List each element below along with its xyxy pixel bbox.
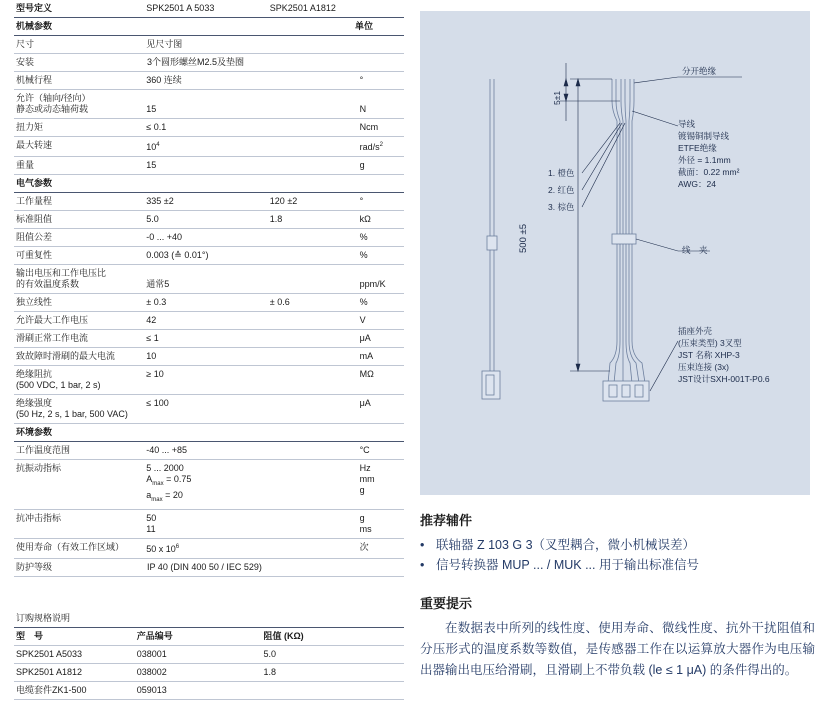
section-environmental: 环境参数	[14, 424, 404, 442]
table-row: 电缆套件ZK1-500 059013	[14, 682, 404, 700]
table-row: 滑刷正常工作电流 ≤ 1 μA	[14, 330, 404, 348]
order-header-row: 型 号 产品编号 阻值 (KΩ)	[14, 628, 404, 646]
section-mechanical: 机械参数 单位	[14, 18, 404, 36]
table-row: 最大转速 $10^4$ rad/$s^2$	[14, 137, 404, 157]
list-item: • 信号转换器 MUP ... / MUK ... 用于输出标准信号	[420, 558, 699, 572]
spec-table	[14, 0, 404, 577]
table-row: 绝缘阻抗 (500 VDC, 1 bar, 2 s) ≥ 10 MΩ	[14, 366, 404, 395]
accessories-title: 推荐辅件	[420, 513, 473, 528]
cable-kit-drawing: 分开绝缘 5±1 500 ±5 导线 镀锡铜制导线 ETFE绝缘 外径 = 1.1mm 截面：0.22 mm² AWG：24 1. 橙色 2. 红色 3. 棕色 线 夹 插座外壳 (压束类型) 3叉型 JST 名称 XHP-3 压束连接 (3x) JST设计SXH-001T-P0.6	[420, 11, 810, 495]
table-row: 防护等级 IP 40 (DIN 400 50 / IEC 529)	[14, 559, 404, 577]
table-row: 重量 15 g	[14, 157, 404, 175]
label-wire-red: 2. 红色	[548, 185, 575, 195]
table-row: 安装 3个圆形螺丝M2.5及垫圈	[14, 54, 404, 72]
wire-bundle	[608, 79, 645, 383]
spec-header-a1812: SPK2501 A1812	[269, 3, 336, 13]
spec-header-row	[14, 0, 404, 18]
label-dim-500: 500 ±5	[518, 224, 529, 253]
important-notes	[420, 593, 815, 681]
connector-housing	[603, 381, 649, 401]
table-row: 输出电压和工作电压比 的有效温度系数 通常5 ppm/K	[14, 265, 404, 294]
table-row: 机械行程 360 连续 °	[14, 72, 404, 90]
unit-header: 单位	[355, 21, 374, 31]
clip-side-view	[487, 236, 497, 250]
table-row: 阻值公差 -0 ... +40 %	[14, 229, 404, 247]
order-title: 订购规格说明	[16, 613, 71, 623]
table-row: 抗振动指标 5 ... 2000 $A_{max} = 0.75$ $a_{max} = 20$ Hz mm g	[14, 460, 404, 510]
label-dim-5: 5±1	[552, 90, 562, 105]
notes-text: 在数据表中所列的线性度、使用寿命、微线性度、抗外干扰阻值和分压形式的温度系数等数值，是传感器工作在以运算放大器作为电压输出器输出电压给滑刷，且滑刷上不带负载 (le ≤ 1 μA) 的条件得出的。	[420, 621, 815, 677]
section-electrical: 电气参数	[14, 175, 404, 193]
notes-title: 重要提示	[420, 596, 473, 611]
label-clip: 线 夹	[682, 245, 708, 255]
recommended-accessories	[420, 510, 815, 575]
table-row: 工作温度范围 -40 ... +85 °C	[14, 442, 404, 460]
table-row: 独立线性 ± 0.3 ± 0.6 %	[14, 294, 404, 312]
table-row: 绝缘强度 (50 Hz, 2 s, 1 bar, 500 VAC) ≤ 100 μA	[14, 395, 404, 424]
cable-drawing-svg	[420, 11, 810, 495]
table-row: 允许（轴向/径向） 静态或动态轴荷载 15 N	[14, 90, 404, 119]
table-row: SPK2501 A1812 038002 1.8	[14, 664, 404, 682]
table-row: 允许最大工作电压 42 V	[14, 312, 404, 330]
spec-header-a5033: SPK2501 A 5033	[146, 3, 215, 13]
order-table	[14, 610, 404, 700]
label-wire-title: 导线	[678, 119, 696, 129]
table-row: 尺寸 见尺寸图	[14, 36, 404, 54]
spec-header-model: 型号定义	[16, 3, 53, 13]
table-row: 扭力矩 ≤ 0.1 Ncm	[14, 119, 404, 137]
table-row: 可重复性 0.003 (≙ 0.01°) %	[14, 247, 404, 265]
label-connector-title: 插座外壳	[678, 326, 713, 336]
list-item: • 联轴器 Z 103 G 3（叉型耦合，微小机械误差）	[420, 538, 696, 552]
table-row: 抗冲击指标 50 11 g ms	[14, 510, 404, 539]
table-row: SPK2501 A5033 038001 5.0	[14, 646, 404, 664]
table-row: 致故障时滑刷的最大电流 10 mA	[14, 348, 404, 366]
label-wire-brown: 3. 棕色	[548, 202, 575, 212]
table-row: 工作量程 335 ±2 120 ±2 °	[14, 193, 404, 211]
wire-clip	[612, 234, 636, 244]
table-row: 使用寿命（有效工作区域） 50 x $10^6$ 次	[14, 539, 404, 559]
table-row: 标准阻值 5.0 1.8 kΩ	[14, 211, 404, 229]
label-split-insulation: 分开绝缘	[682, 66, 717, 76]
label-wire-orange: 1. 橙色	[548, 168, 575, 178]
